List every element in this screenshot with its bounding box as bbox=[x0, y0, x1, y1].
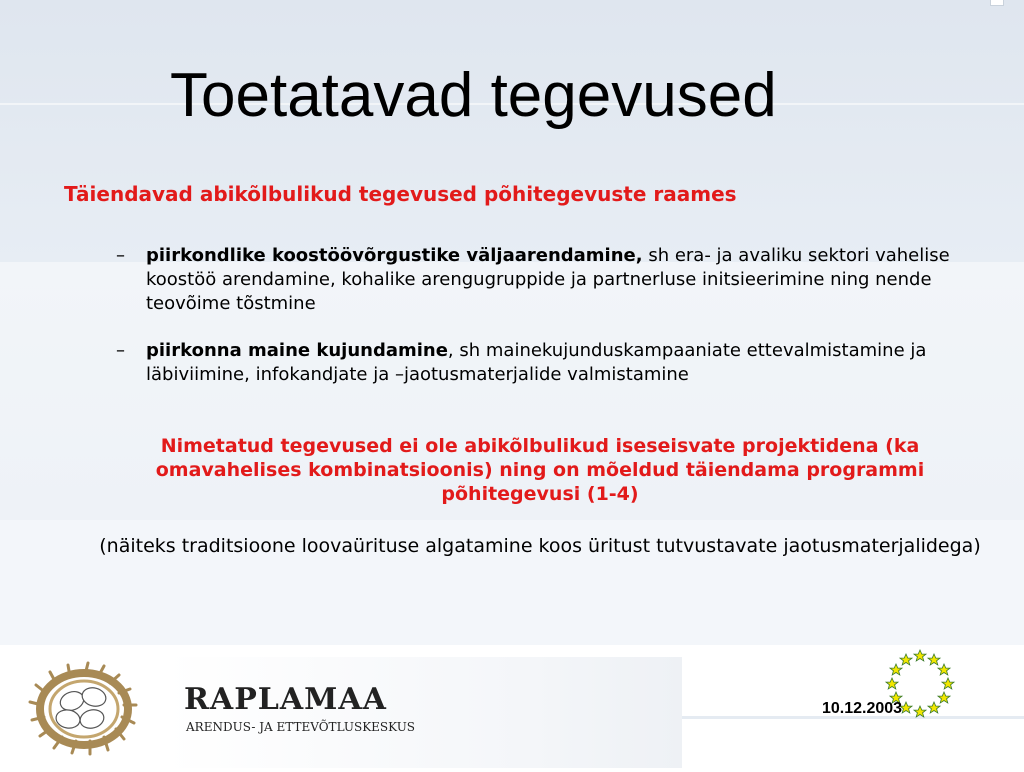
slide-title: Toetatavad tegevused bbox=[170, 61, 777, 130]
bullet-marker: – bbox=[116, 340, 125, 361]
slide-footer bbox=[0, 645, 1024, 768]
bullet-text: sh era- ja avaliku sektori vahelise koostöö arendamine, kohalike arengugruppide ja partnerluse initsieerimine ning nende teovõime tõstmine bbox=[146, 245, 950, 314]
bullet-bold-text: piirkonna maine kujundamine bbox=[146, 340, 448, 361]
highlight-note: Nimetatud tegevused ei ole abikõlbulikud iseseisvate projektidena (ka omavahelises kombinatsioonis) ning on mõeldud täiendama programmi põhitegevusi (1-4) bbox=[155, 435, 925, 505]
slide-date: 10.12.2003 bbox=[822, 700, 903, 717]
bullet-marker: – bbox=[116, 245, 125, 266]
bullet-bold-text: piirkondlike koostöövõrgustike väljaarendamine, bbox=[146, 245, 643, 266]
slide-subtitle: Täiendavad abikõlbulikud tegevused põhitegevuste raames bbox=[64, 182, 737, 206]
nest-eggs-icon bbox=[6, 657, 164, 768]
bullet-text: , sh mainekujunduskampaaniate ettevalmistamine ja läbiviimine, infokandjate ja –jaotusmaterjalide valmistamine bbox=[146, 340, 927, 385]
brand-subtitle: ARENDUS- JA ETTEVÕTLUSKESKUS bbox=[186, 720, 416, 734]
bullet-item bbox=[116, 339, 976, 387]
bullet-item bbox=[116, 244, 976, 316]
brand-name: RAPLAMAA bbox=[184, 682, 387, 717]
example-text: (näiteks traditsioone loovaürituse algatamine koos üritust tutvustavate jaotusmaterjalidega) bbox=[99, 535, 981, 557]
